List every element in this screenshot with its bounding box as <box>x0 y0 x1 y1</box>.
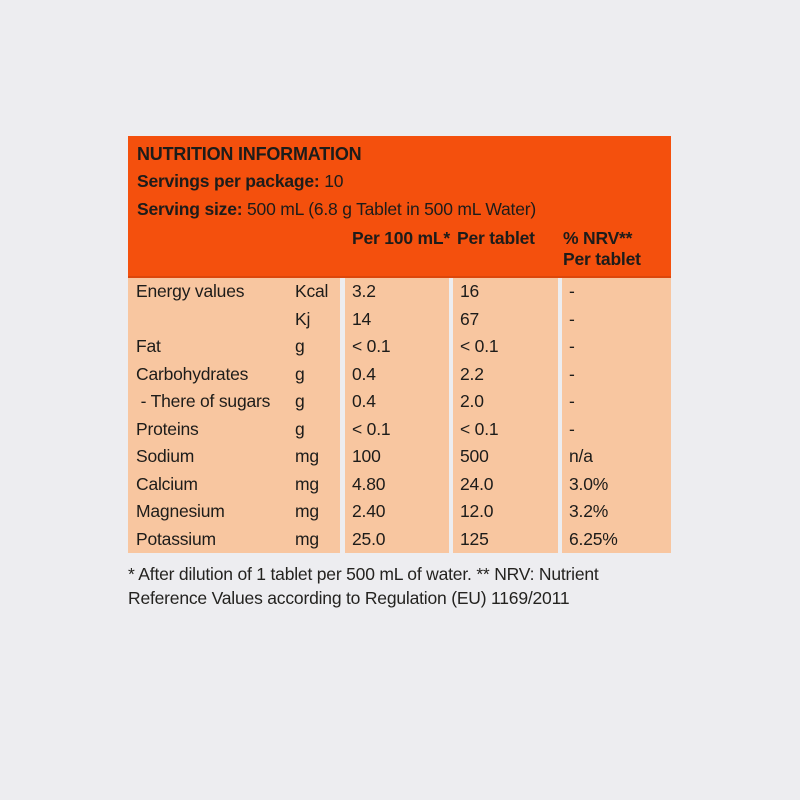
column-header-nrv <box>556 228 662 270</box>
servings-label: Servings per package: <box>137 171 320 191</box>
value-nrv: 3.0% <box>569 473 609 494</box>
column-header-nrv-line1: % NRV** <box>563 228 633 248</box>
value-per-100ml: 4.80 <box>352 473 386 494</box>
value-per-tablet: 2.2 <box>460 363 484 384</box>
column-header-nrv-line2: Per tablet <box>563 249 641 269</box>
table-row <box>128 361 340 389</box>
nutrient-name: Fat <box>136 336 161 356</box>
nrv-column <box>562 278 671 553</box>
value-per-tablet: < 0.1 <box>460 418 499 439</box>
value-per-100ml: 0.4 <box>352 363 376 384</box>
value-nrv: - <box>569 391 575 411</box>
nutrient-name: Carbohydrates <box>136 363 249 384</box>
serving-size-label: Serving size: <box>137 199 243 219</box>
nutrient-column <box>128 278 340 553</box>
table-row <box>128 306 340 334</box>
table-row <box>128 471 340 499</box>
column-headers <box>345 228 662 270</box>
value-per-tablet: 500 <box>460 446 489 466</box>
value-per-100ml: 25.0 <box>352 528 386 549</box>
value-per-tablet: 2.0 <box>460 391 484 411</box>
column-header-per-tablet: Per tablet <box>457 228 535 248</box>
value-per-100ml: 3.2 <box>352 281 376 301</box>
value-nrv: - <box>569 281 575 301</box>
table-row <box>128 333 340 361</box>
nutrient-name: Proteins <box>136 418 199 439</box>
nutrient-unit: Kj <box>295 308 311 329</box>
nutrient-unit: g <box>295 418 305 439</box>
value-per-100ml: 14 <box>352 308 372 329</box>
serving-size-value: 500 mL (6.8 g Tablet in 500 mL Water) <box>242 199 536 219</box>
value-per-100ml: < 0.1 <box>352 336 391 356</box>
value-per-100ml: 2.40 <box>352 501 386 521</box>
value-nrv: n/a <box>569 446 593 466</box>
footnote <box>128 562 668 610</box>
value-per-tablet: 12.0 <box>460 501 494 521</box>
nutrient-unit: mg <box>295 501 319 521</box>
nutrient-name: Magnesium <box>136 501 225 521</box>
value-nrv: 3.2% <box>569 501 609 521</box>
nutrient-name: - There of sugars <box>136 391 271 411</box>
nutrient-unit: mg <box>295 446 319 466</box>
nutrient-name: Calcium <box>136 473 198 494</box>
column-header-per-100ml: Per 100 mL* <box>352 228 450 248</box>
per-100ml-column <box>345 278 449 553</box>
label-header <box>128 136 671 278</box>
nutrient-unit: mg <box>295 528 319 549</box>
nutrient-name: Potassium <box>136 528 216 549</box>
table-row <box>128 526 340 554</box>
nutrient-name: Sodium <box>136 446 195 466</box>
table-row <box>128 278 340 306</box>
per-tablet-column <box>453 278 558 553</box>
value-per-100ml: 100 <box>352 446 381 466</box>
label-title: NUTRITION INFORMATION <box>137 144 362 164</box>
value-per-tablet: 24.0 <box>460 473 494 494</box>
value-per-tablet: 16 <box>460 281 480 301</box>
value-nrv: 6.25% <box>569 528 618 549</box>
value-per-tablet: 67 <box>460 308 480 329</box>
table-row <box>128 416 340 444</box>
nutrient-unit: g <box>295 336 305 356</box>
footnote-line-1: * After dilution of 1 tablet per 500 mL of water. ** NRV: Nutrient <box>128 564 599 584</box>
value-per-tablet: < 0.1 <box>460 336 499 356</box>
nutrient-name: Energy values <box>136 281 245 301</box>
nutrient-name <box>128 306 295 334</box>
value-nrv: - <box>569 336 575 356</box>
table-row <box>128 388 340 416</box>
nutrient-unit: Kcal <box>295 281 329 301</box>
value-nrv: - <box>569 363 575 384</box>
table-row <box>128 498 340 526</box>
value-nrv: - <box>569 308 575 329</box>
nutrient-unit: g <box>295 391 305 411</box>
value-per-100ml: 0.4 <box>352 391 376 411</box>
nutrition-label <box>128 136 671 553</box>
servings-line <box>137 167 662 195</box>
label-table-body <box>128 278 671 553</box>
footnote-line-2: Reference Values according to Regulation (EU) 1169/2011 <box>128 588 570 608</box>
table-row <box>128 443 340 471</box>
nutrient-unit: g <box>295 363 305 384</box>
nutrient-unit: mg <box>295 473 319 494</box>
value-per-tablet: 125 <box>460 528 489 549</box>
servings-value: 10 <box>319 171 344 191</box>
value-per-100ml: < 0.1 <box>352 418 391 439</box>
serving-size-line <box>137 195 662 223</box>
value-nrv: - <box>569 418 575 439</box>
